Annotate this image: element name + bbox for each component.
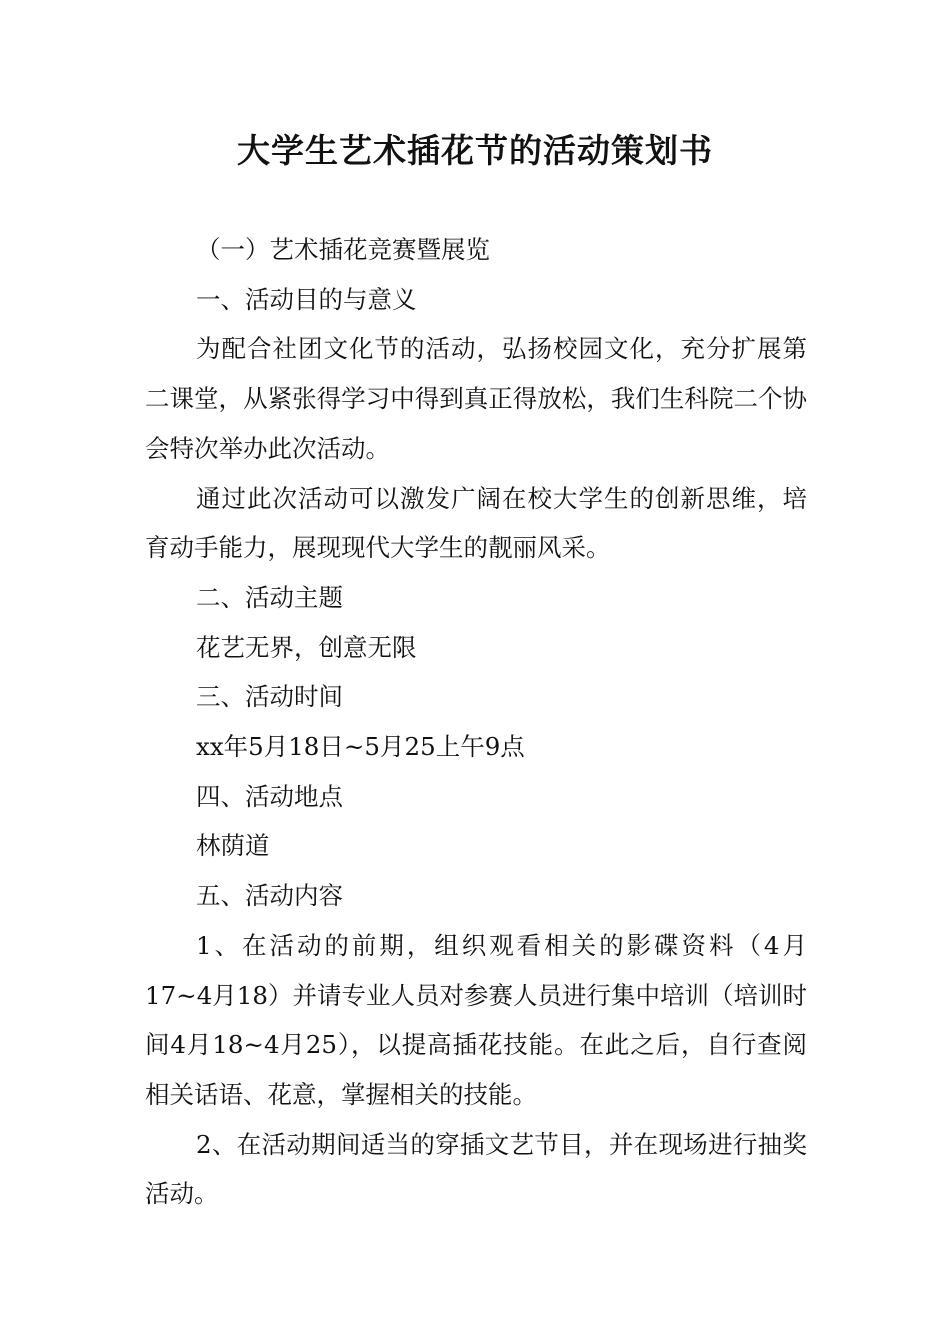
paragraph-time-text: xx年5月18日~5月25上午9点: [196, 732, 525, 762]
paragraph-heading-location: 四、活动地点: [196, 781, 343, 811]
paragraph-purpose-text-2: 通过此次活动可以激发广阔在校大学生的创新思维，培育动手能力，展现现代大学生的靓丽风采。: [145, 483, 807, 563]
paragraph-content-item-2: 2、在活动期间适当的穿插文艺节目，并在现场进行抽奖活动。: [145, 1129, 807, 1209]
paragraph-heading-theme: 二、活动主题: [196, 582, 343, 612]
paragraph-section-heading: （一）艺术插花竞赛暨展览: [196, 235, 490, 264]
paragraph-content-item-1: 1、在活动的前期，组织观看相关的影碟资料（4月17~4月18）并请专业人员对参赛人员进行集中培训（培训时间4月18~4月25），以提高插花技能。在此之后，自行查阅相关话语、花意，掌握相关的技能。: [145, 930, 807, 1109]
paragraph-heading-content: 五、活动内容: [196, 881, 343, 911]
paragraph-heading-purpose: 一、活动目的与意义: [196, 284, 417, 314]
paragraph-location-text: 林荫道: [196, 831, 270, 861]
paragraph-theme-text: 花艺无界，创意无限: [196, 632, 417, 662]
paragraph-purpose-text-1: 为配合社团文化节的活动，弘扬校园文化，充分扩展第二课堂，从紧张得学习中得到真正得放松，我们生科院二个协会特次举办此次活动。: [145, 334, 807, 463]
document-body: [145, 225, 807, 1219]
paragraph-heading-time: 三、活动时间: [196, 682, 343, 712]
document-title: 大学生艺术插花节的活动策划书: [237, 131, 713, 170]
